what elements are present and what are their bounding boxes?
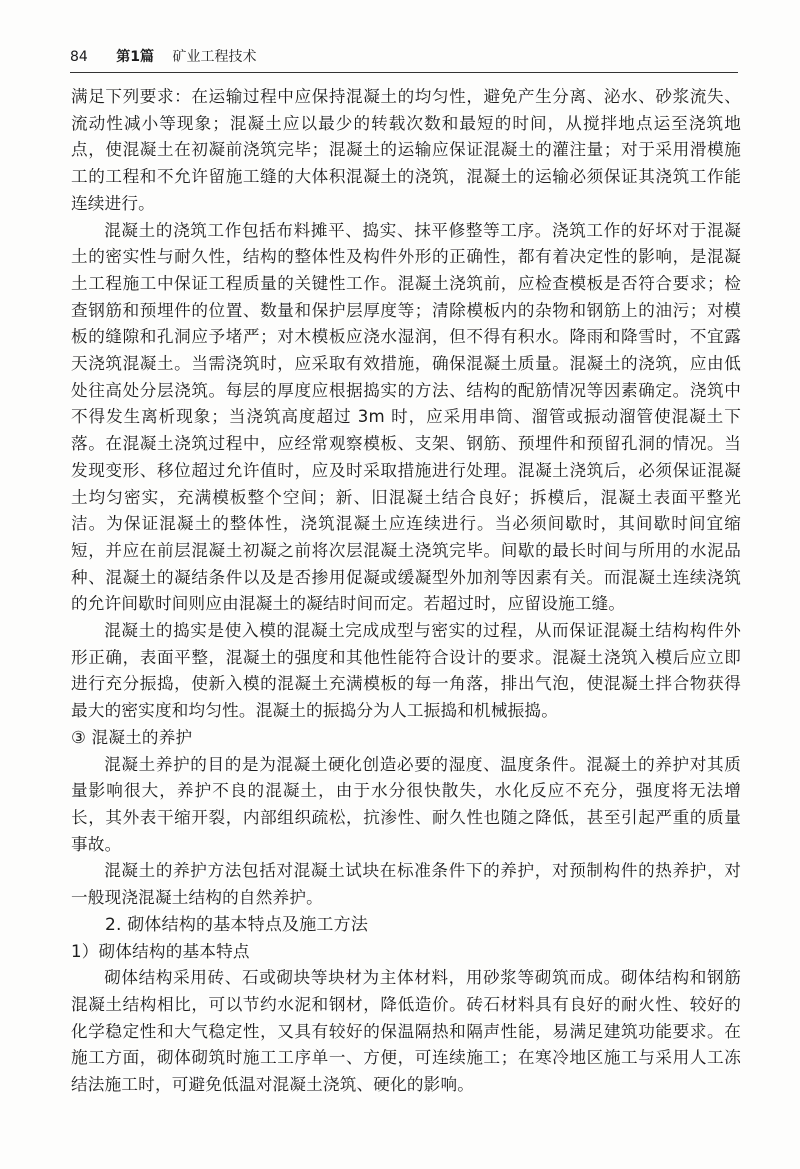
paragraph-compaction: 混凝土的捣实是使入模的混凝土完成成型与密实的过程，从而保证混凝土结构构件外形正确，表面平整，混凝土的强度和其他性能符合设计的要求。混凝土浇筑入模后应立即进行充分振捣，使新入模的混凝土充满模板的每一角落，排出气泡，使混凝土拌合物获得最大的密实度和均匀性。混凝土的振捣分为人工振捣和机械振捣。 <box>71 621 741 721</box>
paragraph-curing-purpose: 混凝土养护的目的是为混凝土硬化创造必要的湿度、温度条件。混凝土的养护对其质量影响很大，养护不良的混凝土，由于水分很快散失，水化反应不充分，强度将无法增长，其外表干缩开裂，内部组织疏松，抗渗性、耐久性也随之降低，甚至引起严重的质量事故。 <box>71 754 741 854</box>
paragraph-curing-methods: 混凝土的养护方法包括对混凝土试块在标准条件下的养护，对预制构件的热养护，对一般现浇混凝土结构的自然养护。 <box>71 861 741 908</box>
paragraph-transport-requirements: 满足下列要求：在运输过程中应保持混凝土的均匀性，避免产生分离、泌水、砂浆流失、流动性减小等现象；混凝土应以最少的转载次数和最短的时间，从搅拌地点运至浇筑地点，使混凝土在初凝前浇筑完毕；混凝土的运输应保证混凝土的灌注量；对于采用滑模施工的工程和不允许留施工缝的大体积混凝土的浇筑，混凝土的运输必须保证其浇筑工作能连续进行。 <box>71 87 741 213</box>
part-label: 第1篇 <box>116 49 155 65</box>
subsection-heading-features: 1）砌体结构的基本特点 <box>71 941 250 961</box>
running-header <box>70 44 738 70</box>
paragraph-masonry-features: 砌体结构采用砖、石或砌块等块材为主体材料，用砂浆等砌筑而成。砌体结构和钢筋混凝土结构相比，可以节约水泥和钢材，降低造价。砖石材料具有良好的耐火性、较好的化学稳定性和大气稳定性，又具有较好的保温隔热和隔声性能，易满足建筑功能要求。在施工方面，砌体砌筑时施工工序单一、方便，可连续施工；在寒冷地区施工与采用人工冻结法施工时，可避免低温对混凝土浇筑、硬化的影响。 <box>71 968 741 1095</box>
paragraph-pouring: 混凝土的浇筑工作包括布料摊平、捣实、抹平修整等工序。浇筑工作的好坏对于混凝土的密实性与耐久性，结构的整体性及构件外形的正确性，都有着决定性的影响，是混凝土工程施工中保证工程质量的关键性工作。混凝土浇筑前，应检查模板是否符合要求；检查钢筋和预埋件的位置、数量和保护层厚度等；清除模板内的杂物和钢筋上的油污；对模板的缝隙和孔洞应予堵严；对木模板应浇水湿润，但不得有积水。降雨和降雪时，不宜露天浇筑混凝土。当需浇筑时，应采取有效措施，确保混凝土质量。混凝土的浇筑，应由低处往高处分层浇筑。每层的厚度应根据捣实的方法、结构的配筋情况等因素确定。浇筑中不得发生离析现象；当浇筑高度超过 3m 时，应采用串筒、溜管或振动溜管使混凝土下落。在混凝土浇筑过程中，应经常观察模板、支架、钢筋、预埋件和预留孔洞的情况。当发现变形、移位超过允许值时，应及时采取措施进行处理。混凝土浇筑后，必须保证混凝土均匀密实，充满模板整个空间；新、旧混凝土结合良好；拆模后，混凝土表面平整光洁。为保证混凝土的整体性，浇筑混凝土应连续进行。当必须间歇时，其间歇时间宜缩短，并应在前层混凝土初凝之前将次层混凝土浇筑完毕。间歇的最长时间与所用的水泥品种、混凝土的凝结条件以及是否掺用促凝或缓凝型外加剂等因素有关。而混凝土连续浇筑的允许间歇时间则应由混凝土的凝结时间而定。若超过时，应留设施工缝。 <box>71 220 741 614</box>
body-text <box>71 84 741 1099</box>
page-number: 84 <box>70 49 88 65</box>
header-rule <box>70 72 738 73</box>
subheading-curing: ③ 混凝土的养护 <box>71 727 193 747</box>
section-heading-masonry: 2. 砌体结构的基本特点及施工方法 <box>105 914 369 935</box>
book-title: 矿业工程技术 <box>172 49 257 65</box>
